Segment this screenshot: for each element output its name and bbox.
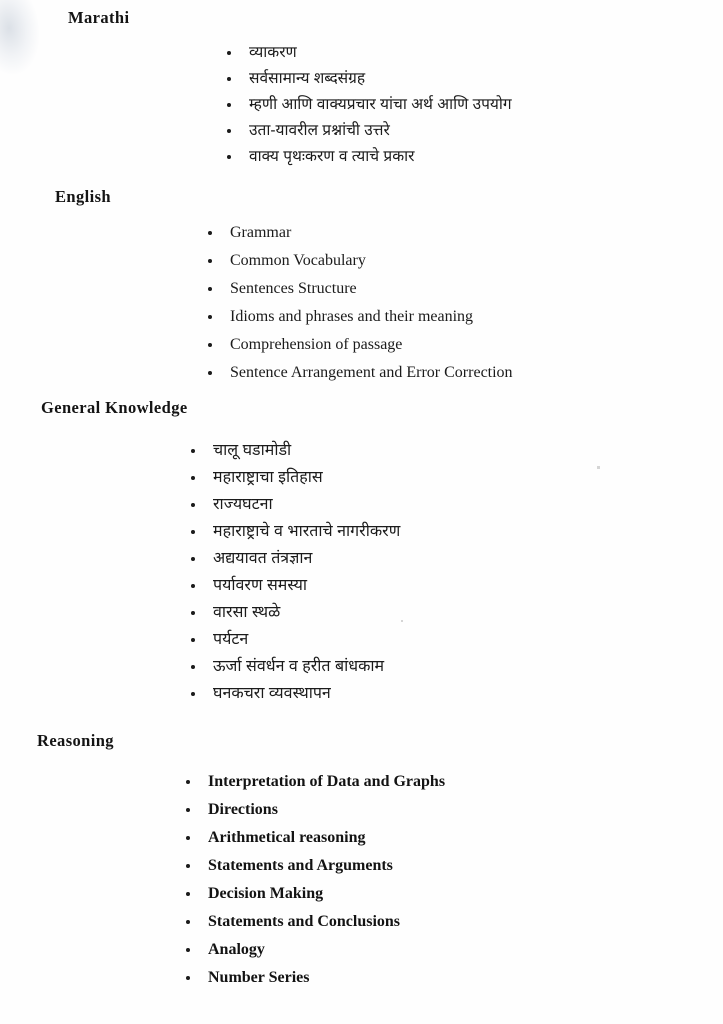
bullet-point-icon	[191, 638, 195, 642]
list-item	[227, 92, 512, 118]
list-item-label: सर्वसामान्य शब्दसंग्रह	[249, 70, 366, 87]
list-item-label: पर्यावरण समस्या	[213, 577, 307, 594]
list-item	[186, 796, 445, 824]
list-item-label: घनकचरा व्यवस्थापन	[213, 685, 331, 702]
section-heading-general-knowledge: General Knowledge	[41, 398, 188, 417]
bullet-point-icon	[227, 51, 231, 55]
list-item-label: Sentences Structure	[230, 280, 357, 297]
list-item-label: म्हणी आणि वाक्यप्रचार यांचा अर्थ आणि उपयोग	[249, 96, 512, 113]
list-item-label: Comprehension of passage	[230, 336, 403, 353]
bullet-list-reasoning	[186, 768, 445, 992]
list-item-label: Decision Making	[208, 885, 324, 902]
list-item	[191, 464, 400, 491]
bullet-point-icon	[191, 557, 195, 561]
list-item-label: Directions	[208, 801, 278, 818]
list-item-label: Statements and Arguments	[208, 857, 393, 874]
list-item	[191, 545, 400, 572]
list-item-label: Common Vocabulary	[230, 252, 366, 269]
bullet-point-icon	[227, 129, 231, 133]
list-item-label: चालू घडामोडी	[213, 442, 292, 459]
bullet-point-icon	[186, 948, 190, 952]
list-item	[208, 359, 513, 387]
scan-speck-artifact	[597, 466, 600, 469]
list-item-label: Interpretation of Data and Graphs	[208, 773, 446, 790]
bullet-list-english	[208, 219, 513, 387]
bullet-point-icon	[208, 287, 212, 291]
list-item-label: Statements and Conclusions	[208, 913, 401, 930]
list-item	[208, 331, 513, 359]
bullet-point-icon	[227, 103, 231, 107]
section-heading-english: English	[55, 187, 111, 206]
bullet-point-icon	[186, 780, 190, 784]
bullet-point-icon	[186, 976, 190, 980]
bullet-point-icon	[208, 259, 212, 263]
list-item-label: महाराष्ट्राचे व भारताचे नागरीकरण	[213, 523, 401, 540]
list-item-label: Analogy	[208, 941, 265, 958]
list-item-label: राज्यघटना	[213, 496, 273, 513]
bullet-point-icon	[191, 503, 195, 507]
list-item	[208, 275, 513, 303]
list-item	[186, 768, 445, 796]
bullet-point-icon	[191, 449, 195, 453]
list-item	[227, 40, 512, 66]
list-item	[186, 964, 445, 992]
bullet-point-icon	[186, 920, 190, 924]
bullet-list-general-knowledge	[191, 437, 400, 707]
list-item-label: Sentence Arrangement and Error Correction	[230, 364, 513, 381]
list-item	[186, 908, 445, 936]
bullet-point-icon	[191, 692, 195, 696]
bullet-point-icon	[191, 530, 195, 534]
list-item-label: Number Series	[208, 969, 310, 986]
bullet-point-icon	[191, 665, 195, 669]
bullet-point-icon	[186, 864, 190, 868]
list-item-label: Arithmetical reasoning	[208, 829, 366, 846]
list-item-label: पर्यटन	[213, 631, 249, 648]
list-item-label: Grammar	[230, 224, 292, 241]
list-item	[186, 880, 445, 908]
list-item	[227, 66, 512, 92]
list-item	[227, 144, 512, 170]
bullet-point-icon	[191, 476, 195, 480]
list-item	[191, 491, 400, 518]
bullet-point-icon	[208, 343, 212, 347]
list-item-label: उता-यावरील प्रश्नांची उत्तरे	[249, 122, 390, 139]
list-item-label: व्याकरण	[249, 44, 297, 61]
list-item	[208, 219, 513, 247]
list-item-label: Idioms and phrases and their meaning	[230, 308, 474, 325]
bullet-point-icon	[191, 611, 195, 615]
bullet-point-icon	[227, 77, 231, 81]
list-item-label: ऊर्जा संवर्धन व हरीत बांधकाम	[213, 658, 385, 675]
bullet-point-icon	[186, 836, 190, 840]
list-item	[186, 936, 445, 964]
list-item	[191, 437, 400, 464]
bullet-list-marathi	[227, 40, 512, 170]
list-item	[191, 653, 400, 680]
scan-smudge-artifact	[0, 0, 45, 77]
list-item	[186, 824, 445, 852]
bullet-point-icon	[208, 315, 212, 319]
section-heading-reasoning: Reasoning	[37, 731, 114, 750]
list-item	[227, 118, 512, 144]
list-item	[208, 247, 513, 275]
bullet-point-icon	[208, 231, 212, 235]
scan-speck-artifact	[401, 620, 403, 622]
list-item-label: वारसा स्थळे	[213, 604, 281, 621]
list-item	[191, 599, 400, 626]
list-item-label: वाक्य पृथःकरण व त्याचे प्रकार	[249, 148, 415, 165]
section-heading-marathi: Marathi	[68, 8, 130, 27]
list-item	[191, 518, 400, 545]
list-item-label: महाराष्ट्राचा इतिहास	[213, 469, 323, 486]
bullet-point-icon	[208, 371, 212, 375]
list-item-label: अद्ययावत तंत्रज्ञान	[213, 550, 313, 567]
bullet-point-icon	[186, 808, 190, 812]
bullet-point-icon	[191, 584, 195, 588]
list-item	[191, 680, 400, 707]
list-item	[191, 626, 400, 653]
list-item	[208, 303, 513, 331]
list-item	[191, 572, 400, 599]
bullet-point-icon	[186, 892, 190, 896]
list-item	[186, 852, 445, 880]
bullet-point-icon	[227, 155, 231, 159]
